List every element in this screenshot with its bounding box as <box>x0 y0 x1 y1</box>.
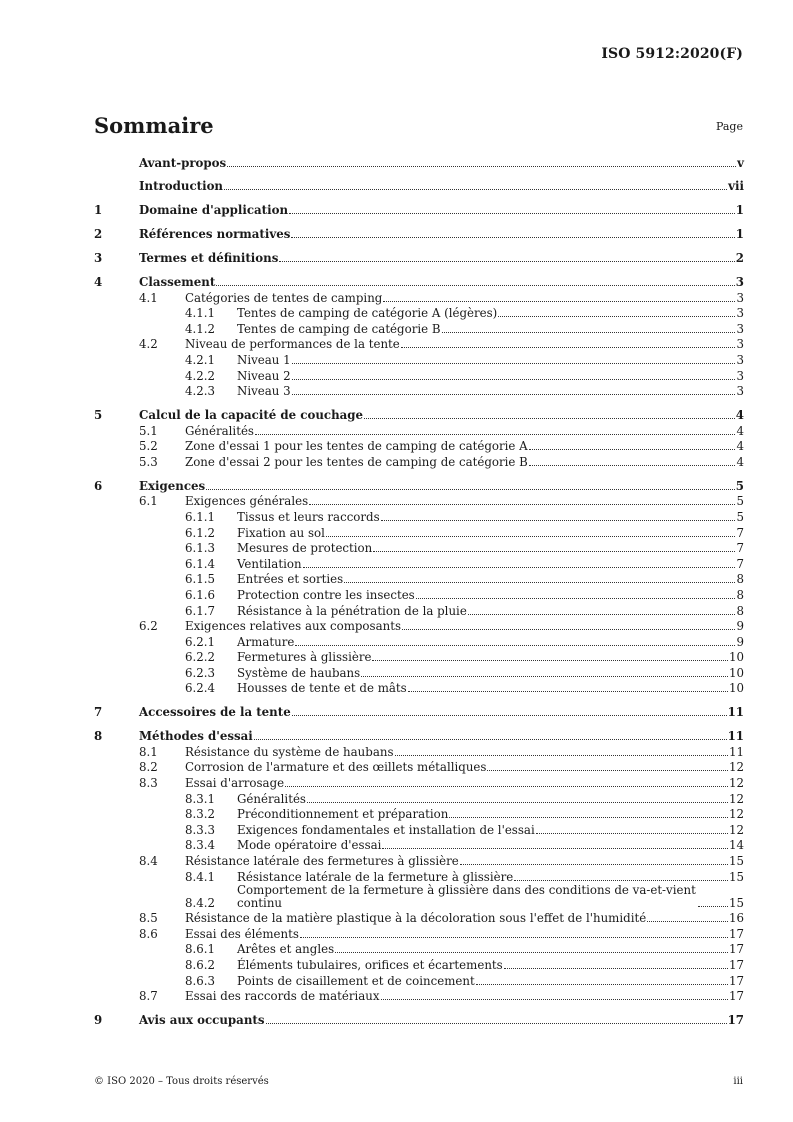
toc-entry-number: 8.7 <box>139 989 158 1004</box>
toc-entry[interactable] <box>94 250 744 266</box>
toc-dot-leader <box>227 166 736 167</box>
toc-entry-page: 7 <box>736 541 744 556</box>
toc-dot-leader <box>395 755 728 756</box>
toc-entry[interactable] <box>94 336 744 352</box>
toc-dot-leader <box>476 984 728 985</box>
toc-dot-leader <box>289 213 735 214</box>
toc-entry-title: Comportement de la fermeture à glissière dans des conditions de va-et-vient continu <box>237 882 696 910</box>
toc-entry-number: 5.1 <box>139 423 158 438</box>
toc-entry-number: 8.3.4 <box>185 838 216 853</box>
toc-dot-leader <box>255 434 736 435</box>
toc-entry-number: 8.6 <box>139 926 158 941</box>
toc-entry-number: 6.2.1 <box>185 634 216 649</box>
toc-dot-leader <box>449 817 728 818</box>
toc-dot-leader <box>292 363 736 364</box>
toc-dot-leader <box>292 715 727 716</box>
toc-entry-page: 3 <box>735 275 744 290</box>
toc-entry[interactable] <box>94 154 744 170</box>
toc-entry-page: 12 <box>728 791 744 806</box>
toc-dot-leader <box>460 864 728 865</box>
toc-entry-number: 6.2.4 <box>185 681 216 696</box>
toc-entry[interactable] <box>94 571 744 587</box>
toc-entry-number: 8.2 <box>139 760 158 775</box>
toc-entry-page: 17 <box>727 1013 744 1028</box>
toc-entry-number: 8.5 <box>139 911 158 926</box>
toc-entry-title: Résistance latérale des fermetures à glissière <box>185 854 459 869</box>
toc-entry-title: Généralités <box>237 791 306 806</box>
toc-entry-title: Accessoires de la tente <box>139 705 291 720</box>
toc-entry-title: Essai d'arrosage <box>185 776 285 791</box>
toc-entry-title: Termes et définitions <box>139 251 279 266</box>
toc-dot-leader <box>303 567 736 568</box>
toc-entry-page: 12 <box>728 760 744 775</box>
toc-entry[interactable] <box>94 1011 744 1027</box>
toc-entry[interactable] <box>94 407 744 423</box>
toc-entry[interactable] <box>94 941 744 957</box>
toc-entry-page: 4 <box>735 408 744 423</box>
toc-entry[interactable] <box>94 178 744 194</box>
toc-entry-title: Exigences <box>139 478 206 493</box>
toc-entry-page: 3 <box>736 368 744 383</box>
toc-entry[interactable] <box>94 925 744 941</box>
toc-entry-number: 9 <box>94 1013 103 1028</box>
toc-entry-title: Références normatives <box>139 227 291 242</box>
toc-entry-page: 12 <box>728 807 744 822</box>
toc-dot-leader <box>442 332 736 333</box>
toc-entry-title: Tentes de camping de catégorie A (légères) <box>237 306 498 321</box>
toc-entry[interactable] <box>94 602 744 618</box>
toc-entry-title: Mode opératoire d'essai <box>237 838 382 853</box>
toc-entry[interactable] <box>94 664 744 680</box>
toc-entry-page: 15 <box>728 869 744 884</box>
toc-dot-leader <box>498 316 735 317</box>
toc-entry-title: Corrosion de l'armature et des œillets métalliques <box>185 760 487 775</box>
toc-title: Sommaire <box>94 113 214 138</box>
toc-entry[interactable] <box>94 367 744 383</box>
toc-entry[interactable] <box>94 910 744 926</box>
toc-entry[interactable] <box>94 790 744 806</box>
toc-entry-title: Résistance à la pénétration de la pluie <box>237 603 467 618</box>
toc-entry-number: 6.1 <box>139 494 158 509</box>
toc-entry-title: Points de cisaillement et de coincement <box>237 973 475 988</box>
toc-entry-page: 2 <box>735 251 744 266</box>
toc-dot-leader <box>529 449 736 450</box>
toc-entry-title: Classement <box>139 275 216 290</box>
toc-entry-page: 3 <box>736 337 744 352</box>
toc-entry-number: 8.4.1 <box>185 869 216 884</box>
toc-entry-title: Ventilation <box>237 556 302 571</box>
toc-entry-page: 4 <box>736 423 744 438</box>
toc-dot-leader <box>504 968 728 969</box>
toc-entry-page: 17 <box>728 957 744 972</box>
toc-entry[interactable] <box>94 493 744 509</box>
toc-dot-leader <box>216 285 734 286</box>
toc-entry-number: 6.1.2 <box>185 525 216 540</box>
toc-dot-leader <box>536 833 728 834</box>
toc-dot-leader <box>309 504 735 505</box>
toc-entry-title: Zone d'essai 2 pour les tentes de camping de catégorie B <box>185 454 528 469</box>
toc-entry[interactable] <box>94 884 744 910</box>
toc-entry-number: 4.2.1 <box>185 353 216 368</box>
toc-entry-page: 12 <box>728 776 744 791</box>
page-number: iii <box>733 1076 743 1087</box>
copyright-notice: © ISO 2020 – Tous droits réservés <box>94 1076 269 1087</box>
toc-entry[interactable] <box>94 438 744 454</box>
toc-entry-page: 3 <box>736 290 744 305</box>
table-of-contents <box>94 154 744 1027</box>
toc-entry-title: Protection contre les insectes <box>237 587 415 602</box>
toc-dot-leader <box>381 999 728 1000</box>
toc-entry-number: 4.2.3 <box>185 384 216 399</box>
toc-entry-number: 6.1.6 <box>185 587 216 602</box>
toc-dot-leader <box>647 921 728 922</box>
toc-dot-leader <box>285 786 728 787</box>
toc-entry-page: 5 <box>736 494 744 509</box>
toc-entry-number: 6.1.5 <box>185 572 216 587</box>
toc-dot-leader <box>266 1023 727 1024</box>
toc-entry-page: 9 <box>736 634 744 649</box>
toc-entry-page: 4 <box>736 439 744 454</box>
toc-dot-leader <box>487 770 728 771</box>
toc-entry-page: 5 <box>735 478 744 493</box>
toc-entry[interactable] <box>94 972 744 988</box>
toc-entry-page: 14 <box>728 838 744 853</box>
toc-entry-title: Système de haubans <box>237 665 361 680</box>
toc-dot-leader <box>364 418 735 419</box>
toc-entry-title: Fermetures à glissière <box>237 650 372 665</box>
toc-entry[interactable] <box>94 453 744 469</box>
toc-entry-number: 4.1.1 <box>185 306 216 321</box>
toc-dot-leader <box>206 489 735 490</box>
toc-entry[interactable] <box>94 586 744 602</box>
toc-entry-title: Avant-propos <box>139 155 227 170</box>
toc-entry[interactable] <box>94 540 744 556</box>
toc-dot-leader <box>698 906 728 907</box>
toc-entry-page: 11 <box>727 705 744 720</box>
toc-entry-title: Zone d'essai 1 pour les tentes de camping de catégorie A <box>185 439 528 454</box>
toc-entry[interactable] <box>94 524 744 540</box>
toc-entry-title: Exigences relatives aux composants <box>185 619 402 634</box>
toc-entry-number: 5 <box>94 408 103 423</box>
toc-entry-number: 5.3 <box>139 454 158 469</box>
toc-dot-leader <box>529 465 736 466</box>
toc-entry[interactable] <box>94 226 744 242</box>
toc-entry-number: 6.1.4 <box>185 556 216 571</box>
toc-dot-leader <box>468 614 736 615</box>
toc-entry-title: Entrées et sorties <box>237 572 344 587</box>
toc-entry-page: 15 <box>728 895 744 910</box>
toc-entry[interactable] <box>94 868 744 884</box>
toc-entry-title: Éléments tubulaires, orifices et écartements <box>237 957 503 972</box>
toc-entry-title: Niveau 1 <box>237 353 291 368</box>
toc-entry-page: 1 <box>735 203 744 218</box>
toc-entry-number: 4.2 <box>139 337 158 352</box>
page-footer <box>94 1076 743 1087</box>
toc-entry-page: 8 <box>736 572 744 587</box>
toc-entry-page: 5 <box>736 509 744 524</box>
toc-entry-page: 3 <box>736 306 744 321</box>
toc-entry-page: 3 <box>736 353 744 368</box>
toc-entry-page: 1 <box>735 227 744 242</box>
toc-dot-leader <box>402 629 735 630</box>
toc-entry-number: 4.1 <box>139 290 158 305</box>
toc-dot-leader <box>335 952 728 953</box>
toc-entry-number: 8.3.3 <box>185 822 216 837</box>
toc-entry-number: 6 <box>94 478 103 493</box>
toc-dot-leader <box>361 676 728 677</box>
toc-entry-title: Domaine d'application <box>139 203 289 218</box>
toc-entry-title: Housses de tente et de mâts <box>237 681 407 696</box>
toc-entry[interactable] <box>94 477 744 493</box>
document-id: ISO 5912:2020(F) <box>601 46 743 62</box>
toc-dot-leader <box>408 691 728 692</box>
toc-dot-leader <box>291 237 734 238</box>
toc-entry-number: 6.1.7 <box>185 603 216 618</box>
toc-entry-page: 10 <box>728 681 744 696</box>
toc-entry[interactable] <box>94 305 744 321</box>
toc-dot-leader <box>292 394 736 395</box>
toc-entry-title: Tentes de camping de catégorie B <box>237 321 441 336</box>
toc-entry-page: 16 <box>728 911 744 926</box>
toc-entry[interactable] <box>94 351 744 367</box>
toc-entry-title: Généralités <box>185 423 254 438</box>
toc-entry-page: 17 <box>728 926 744 941</box>
toc-dot-leader <box>514 880 728 881</box>
toc-entry-page: 17 <box>728 942 744 957</box>
toc-entry[interactable] <box>94 837 744 853</box>
toc-entry-number: 6.2.2 <box>185 650 216 665</box>
toc-entry-number: 8.1 <box>139 744 158 759</box>
page-column-label: Page <box>715 120 743 133</box>
toc-dot-leader <box>292 379 736 380</box>
toc-entry-number: 8.6.3 <box>185 973 216 988</box>
toc-entry[interactable] <box>94 422 744 438</box>
toc-entry[interactable] <box>94 956 744 972</box>
toc-dot-leader <box>307 802 728 803</box>
toc-dot-leader <box>372 660 728 661</box>
toc-entry-number: 2 <box>94 227 103 242</box>
toc-entry-number: 8.6.2 <box>185 957 216 972</box>
toc-dot-leader <box>381 520 736 521</box>
toc-entry-page: 3 <box>736 384 744 399</box>
toc-entry-number: 8.3.1 <box>185 791 216 806</box>
toc-entry-title: Fixation au sol <box>237 525 325 540</box>
toc-dot-leader <box>300 937 728 938</box>
toc-entry[interactable] <box>94 704 744 720</box>
toc-entry-title: Résistance de la matière plastique à la décoloration sous l'effet de l'humidité <box>185 911 647 926</box>
toc-entry-title: Essai des raccords de matériaux <box>185 989 380 1004</box>
toc-entry-number: 4.2.2 <box>185 368 216 383</box>
toc-entry-number: 6.2 <box>139 619 158 634</box>
toc-entry-page: 8 <box>736 603 744 618</box>
toc-entry-page: 3 <box>736 321 744 336</box>
toc-entry[interactable] <box>94 273 744 289</box>
toc-entry-page: 15 <box>728 854 744 869</box>
toc-entry-number: 1 <box>94 203 103 218</box>
toc-entry-title: Mesures de protection <box>237 541 373 556</box>
toc-entry-title: Armature <box>237 634 295 649</box>
toc-entry-title: Calcul de la capacité de couchage <box>139 408 364 423</box>
toc-entry-title: Exigences générales <box>185 494 309 509</box>
toc-entry-page: 7 <box>736 525 744 540</box>
toc-entry-title: Niveau 3 <box>237 384 291 399</box>
toc-entry-title: Catégories de tentes de camping <box>185 290 383 305</box>
toc-entry-number: 4.1.2 <box>185 321 216 336</box>
toc-entry[interactable] <box>94 618 744 634</box>
toc-dot-leader <box>254 739 727 740</box>
toc-entry[interactable] <box>94 633 744 649</box>
toc-dot-leader <box>416 598 736 599</box>
toc-entry[interactable] <box>94 508 744 524</box>
toc-dot-leader <box>373 551 735 552</box>
toc-entry[interactable] <box>94 852 744 868</box>
toc-entry-page: 7 <box>736 556 744 571</box>
toc-entry-number: 7 <box>94 705 103 720</box>
toc-dot-leader <box>401 347 736 348</box>
toc-entry[interactable] <box>94 202 744 218</box>
toc-entry-number: 8.4.2 <box>185 895 216 910</box>
toc-entry-page: 17 <box>728 989 744 1004</box>
toc-entry-number: 3 <box>94 251 103 266</box>
toc-entry-title: Essai des éléments <box>185 926 299 941</box>
toc-entry-number: 6.1.1 <box>185 509 216 524</box>
toc-entry-title: Préconditionnement et préparation <box>237 807 449 822</box>
toc-dot-leader <box>326 536 736 537</box>
toc-entry-number: 6.2.3 <box>185 665 216 680</box>
toc-entry-title: Niveau 2 <box>237 368 291 383</box>
toc-entry-title: Avis aux occupants <box>139 1013 265 1028</box>
toc-entry-title: Niveau de performances de la tente <box>185 337 400 352</box>
toc-entry-title: Tissus et leurs raccords <box>237 509 380 524</box>
toc-entry[interactable] <box>94 821 744 837</box>
toc-entry-number: 8.6.1 <box>185 942 216 957</box>
toc-entry-title: Résistance du système de haubans <box>185 744 394 759</box>
toc-entry-page: 12 <box>728 822 744 837</box>
toc-entry-title: Méthodes d'essai <box>139 729 253 744</box>
toc-entry-page: 8 <box>736 587 744 602</box>
toc-entry[interactable] <box>94 728 744 744</box>
toc-entry-number: 5.2 <box>139 439 158 454</box>
toc-dot-leader <box>224 189 727 190</box>
toc-entry[interactable] <box>94 806 744 822</box>
toc-entry-title: Résistance latérale de la fermeture à glissière <box>237 869 514 884</box>
toc-entry-page: 10 <box>728 650 744 665</box>
toc-entry-page: 10 <box>728 665 744 680</box>
toc-entry-title: Exigences fondamentales et installation de l'essai <box>237 822 535 837</box>
toc-entry[interactable] <box>94 555 744 571</box>
toc-entry[interactable] <box>94 743 744 759</box>
toc-entry-number: 8 <box>94 729 103 744</box>
toc-entry[interactable] <box>94 759 744 775</box>
toc-entry-page: 11 <box>728 744 744 759</box>
toc-entry[interactable] <box>94 320 744 336</box>
toc-dot-leader <box>382 848 728 849</box>
toc-entry[interactable] <box>94 988 744 1004</box>
toc-entry-number: 4 <box>94 275 103 290</box>
toc-entry-number: 8.4 <box>139 854 158 869</box>
toc-entry-number: 6.1.3 <box>185 541 216 556</box>
toc-entry-title: Introduction <box>139 179 224 194</box>
toc-entry-page: 17 <box>728 973 744 988</box>
toc-entry-number: 8.3.2 <box>185 807 216 822</box>
toc-dot-leader <box>344 582 735 583</box>
toc-entry-page: vii <box>728 179 744 194</box>
toc-dot-leader <box>295 645 735 646</box>
toc-entry[interactable] <box>94 649 744 665</box>
toc-entry-page: v <box>737 155 744 170</box>
toc-entry[interactable] <box>94 289 744 305</box>
toc-entry-page: 9 <box>736 619 744 634</box>
toc-dot-leader <box>383 301 735 302</box>
toc-entry-page: 4 <box>736 454 744 469</box>
toc-entry-page: 11 <box>727 729 744 744</box>
toc-entry[interactable] <box>94 680 744 696</box>
toc-entry[interactable] <box>94 774 744 790</box>
toc-entry-number: 8.3 <box>139 776 158 791</box>
toc-entry[interactable] <box>94 383 744 399</box>
toc-entry-title: Arêtes et angles <box>237 942 335 957</box>
toc-dot-leader <box>279 261 734 262</box>
